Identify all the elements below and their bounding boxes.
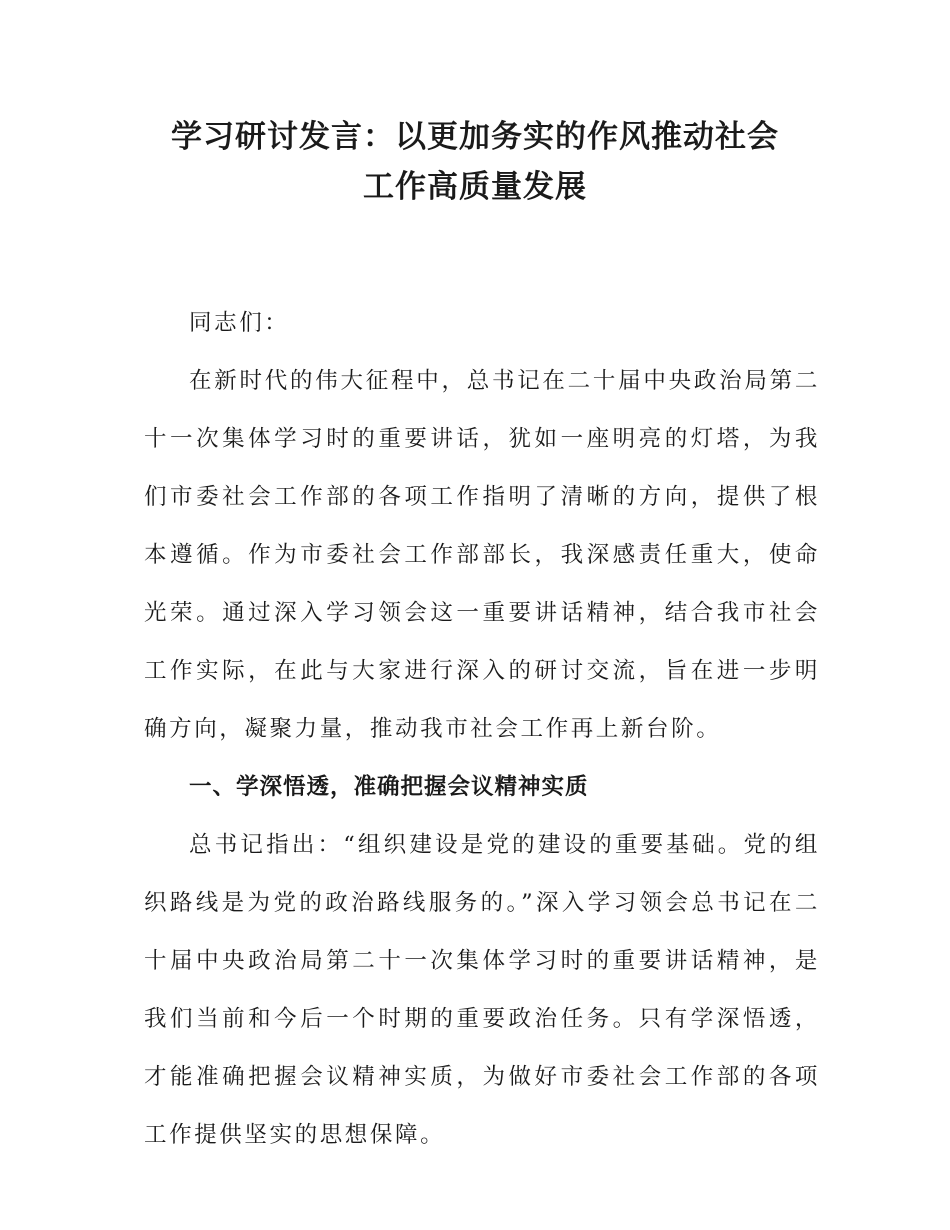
- document-body: [144, 294, 820, 1164]
- document-title: [0, 112, 950, 212]
- title-line-1: 学习研讨发言：以更加务实的作风推动社会: [171, 119, 779, 155]
- section-1-paragraph: 总书记指出：“组织建设是党的建设的重要基础。党的组织路线是为党的政治路线服务的。”深入学习领会总书记在二十届中央政治局第二十一次集体学习时的重要讲话精神，是我们当前和今后一个时期的重要政治任务。只有学深悟透，才能准确把握会议精神实质，为做好市委社会工作部的各项工作提供坚实的思想保障。: [144, 832, 820, 1148]
- section-heading-1: 一、学深悟透，准确把握会议精神实质: [189, 774, 589, 800]
- salutation: 同志们：: [189, 310, 290, 336]
- title-line-2: 工作高质量发展: [363, 169, 587, 205]
- intro-paragraph: 在新时代的伟大征程中，总书记在二十届中央政治局第二十一次集体学习时的重要讲话，犹如一座明亮的灯塔，为我们市委社会工作部的各项工作指明了清晰的方向，提供了根本遵循。作为市委社会工作部部长，我深感责任重大，使命光荣。通过深入学习领会这一重要讲话精神，结合我市社会工作实际，在此与大家进行深入的研讨交流，旨在进一步明确方向，凝聚力量，推动我市社会工作再上新台阶。: [144, 368, 820, 742]
